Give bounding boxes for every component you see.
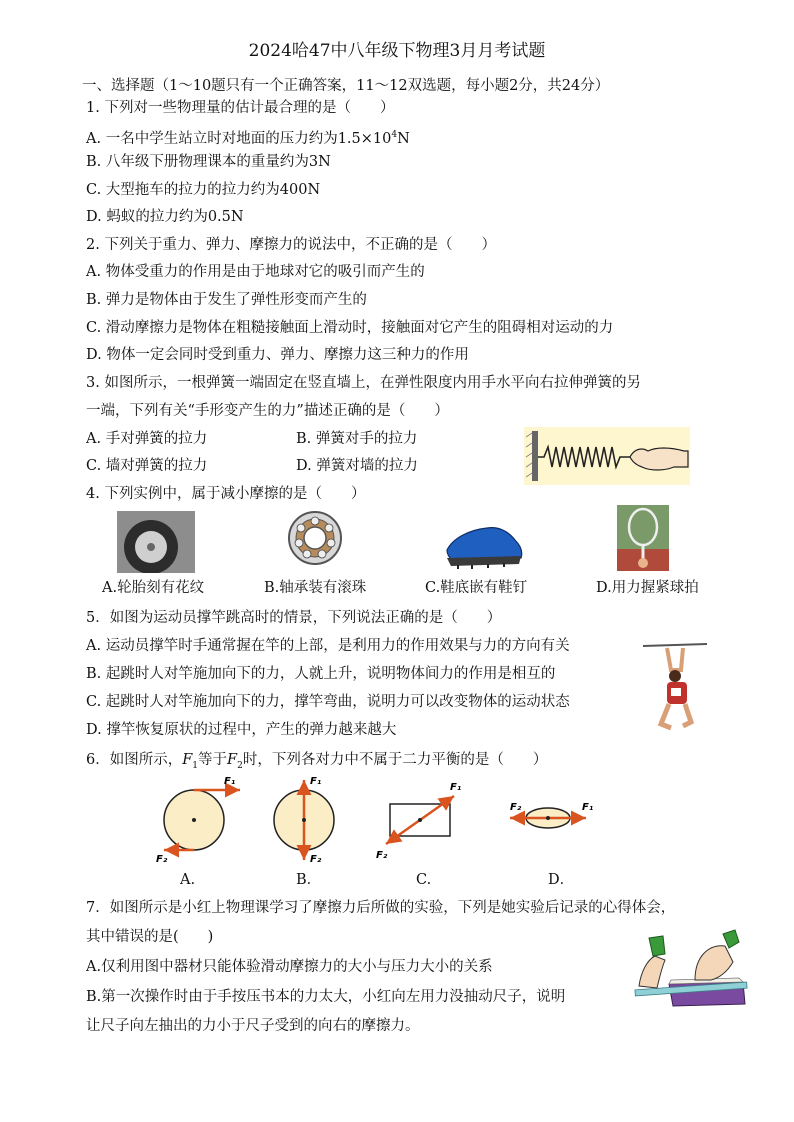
pole-vault-figure: [641, 640, 707, 732]
diagram-a-center: [192, 818, 196, 822]
q2-option-b: B. 弹力是物体由于发生了弹性形变而产生的: [86, 292, 367, 308]
diagram-a-f2-label: F₂: [156, 854, 168, 865]
diagram-d-center: [546, 816, 550, 820]
q1-option-a-exponent: 4: [391, 130, 398, 140]
diagram-c-f1-label: F₁: [450, 782, 462, 793]
q6-f1-subscript: 1: [192, 760, 199, 771]
q6-caption-b: B．: [296, 872, 322, 888]
q1-option-a-unit: N: [397, 130, 410, 147]
vaulter-head: [669, 670, 681, 682]
hub: [147, 543, 155, 551]
q6-caption-a: A.: [180, 872, 196, 888]
bearing-inner: [304, 527, 326, 549]
q4-stem: 4. 下列实例中，属于减小摩擦的是（ ）: [86, 486, 366, 502]
diagram-d-f1-label: F₁: [582, 802, 594, 813]
shoe-upper: [447, 528, 522, 560]
diagram-d: [510, 802, 593, 828]
q6-equals: 等于: [198, 752, 228, 768]
q5-option-c: C. 起跳时人对竿施加向下的力，撑竿弯曲，说明力可以改变物体的运动状态: [86, 694, 570, 710]
diagram-c: [376, 782, 461, 861]
diagram-b-f1-label: F₁: [310, 776, 322, 787]
q3-option-d: D. 弹簧对墙的拉力: [296, 458, 418, 474]
vaulter-arms: [667, 648, 683, 670]
diagram-a: [156, 776, 240, 865]
q4-option-b: B.轴承装有滚珠: [264, 580, 367, 596]
q4-option-c: C.鞋底嵌有鞋钉: [425, 580, 528, 596]
spring-hand-figure: [524, 427, 690, 485]
q1-option-a-text: A. 一名中学生站立时对地面的压力约为1.5×10: [86, 130, 392, 147]
book-ruler-figure: [631, 926, 751, 1012]
diagram-b: [274, 776, 334, 865]
bearing-image: [287, 509, 343, 567]
q5-option-a: A. 运动员撑竿时手通常握在竿的上部，是利用力的作用效果与力的方向有关: [86, 638, 570, 654]
q1-option-a: [86, 125, 410, 149]
q7-stem-line1: 7．如图所示是小红上物理课学习了摩擦力后所做的实验，下列是她实验后记录的心得体会，: [86, 900, 676, 916]
q1-stem: 1. 下列对一些物理量的估计最合理的是（ ）: [86, 100, 395, 116]
diagram-c-f2-label: F₂: [376, 850, 388, 861]
q6-caption-c: C.: [416, 872, 432, 888]
q5-stem: 5．如图为运动员撑竿跳高时的情景，下列说法正确的是（ ）: [86, 610, 502, 626]
q1-option-c: C. 大型拖车的拉力的拉力约为400N: [86, 182, 321, 198]
q4-option-d: D.用力握紧球拍: [596, 580, 699, 596]
q6-caption-d: D．: [548, 872, 575, 888]
diagram-c-center: [418, 818, 422, 822]
q6-f2-symbol: F: [227, 752, 238, 768]
q2-option-a: A. 物体受重力的作用是由于地球对它的吸引而产生的: [86, 264, 425, 280]
q4-option-a: A.轮胎刻有花纹: [102, 580, 205, 596]
q6-stem-rest: 时，下列各对力中不属于二力平衡的是（ ）: [242, 752, 548, 768]
page-title: 2024哈47中八年级下物理3月月考试题: [248, 41, 546, 61]
diagram-b-f2-label: F₂: [310, 854, 322, 865]
q3-stem-line1: 3. 如图所示，一根弹簧一端固定在竖直墙上，在弹性限度内用手水平向右拉伸弹簧的另: [86, 375, 641, 391]
q3-option-c: C. 墙对弹簧的拉力: [86, 458, 208, 474]
q6-force-diagrams: [150, 774, 600, 868]
tire-image: [117, 511, 195, 573]
q3-stem-line2: 一端，下列有关“手形变产生的力”描述正确的是（ ）: [86, 403, 449, 419]
diagram-a-f1-label: F₁: [224, 776, 236, 787]
q2-option-d: D. 物体一定会同时受到重力、弹力、摩擦力这三种力的作用: [86, 347, 469, 363]
q6-f1-symbol: F: [182, 752, 193, 768]
diagram-b-center: [302, 818, 306, 822]
q3-option-b: B. 弹簧对手的拉力: [296, 431, 418, 447]
q1-option-d: D. 蚂蚁的拉力约为0.5N: [86, 209, 244, 225]
q2-option-c: C. 滑动摩擦力是物体在粗糙接触面上滑动时，接触面对它产生的阻碍相对运动的力: [86, 320, 614, 336]
q6-stem: [86, 750, 547, 776]
q7-option-a: A.仅利用图中器材只能体验滑动摩擦力的大小与压力大小的关系: [86, 959, 493, 975]
vault-pole: [643, 644, 707, 646]
spike-shoe-image: [443, 520, 525, 570]
q7-stem-line2: 其中错误的是( ): [86, 929, 214, 945]
q2-stem: 2. 下列关于重力、弹力、摩擦力的说法中，不正确的是（ ）: [86, 237, 496, 253]
section-heading: 一、选择题（1～10题只有一个正确答案，11～12双选题，每小题2分，共24分）: [82, 78, 610, 94]
q5-option-b: B. 起跳时人对竿施加向下的力，人就上升，说明物体间力的作用是相互的: [86, 666, 556, 682]
vaulter-bib: [671, 688, 681, 696]
wall: [532, 431, 538, 481]
q1-option-b: B. 八年级下册物理课本的重量约为3N: [86, 154, 331, 170]
racket-image: [617, 505, 669, 571]
diagram-d-f2-label: F₂: [510, 802, 522, 813]
gripping-hand: [638, 558, 648, 568]
vaulter-legs: [661, 704, 691, 728]
q7-option-b-line2: 让尺子向左抽出的力小于尺子受到的向右的摩擦力。: [86, 1018, 420, 1034]
q6-number: 6．如图所示，: [86, 752, 183, 768]
q3-option-a: A. 手对弹簧的拉力: [86, 431, 208, 447]
q6-f2-subscript: 2: [237, 760, 243, 771]
q5-option-d: D. 撑竿恢复原状的过程中，产生的弹力越来越大: [86, 722, 397, 738]
q7-option-b-line1: B.第一次操作时由于手按压书本的力太大，小红向左用力没抽动尺子，说明: [86, 989, 566, 1005]
